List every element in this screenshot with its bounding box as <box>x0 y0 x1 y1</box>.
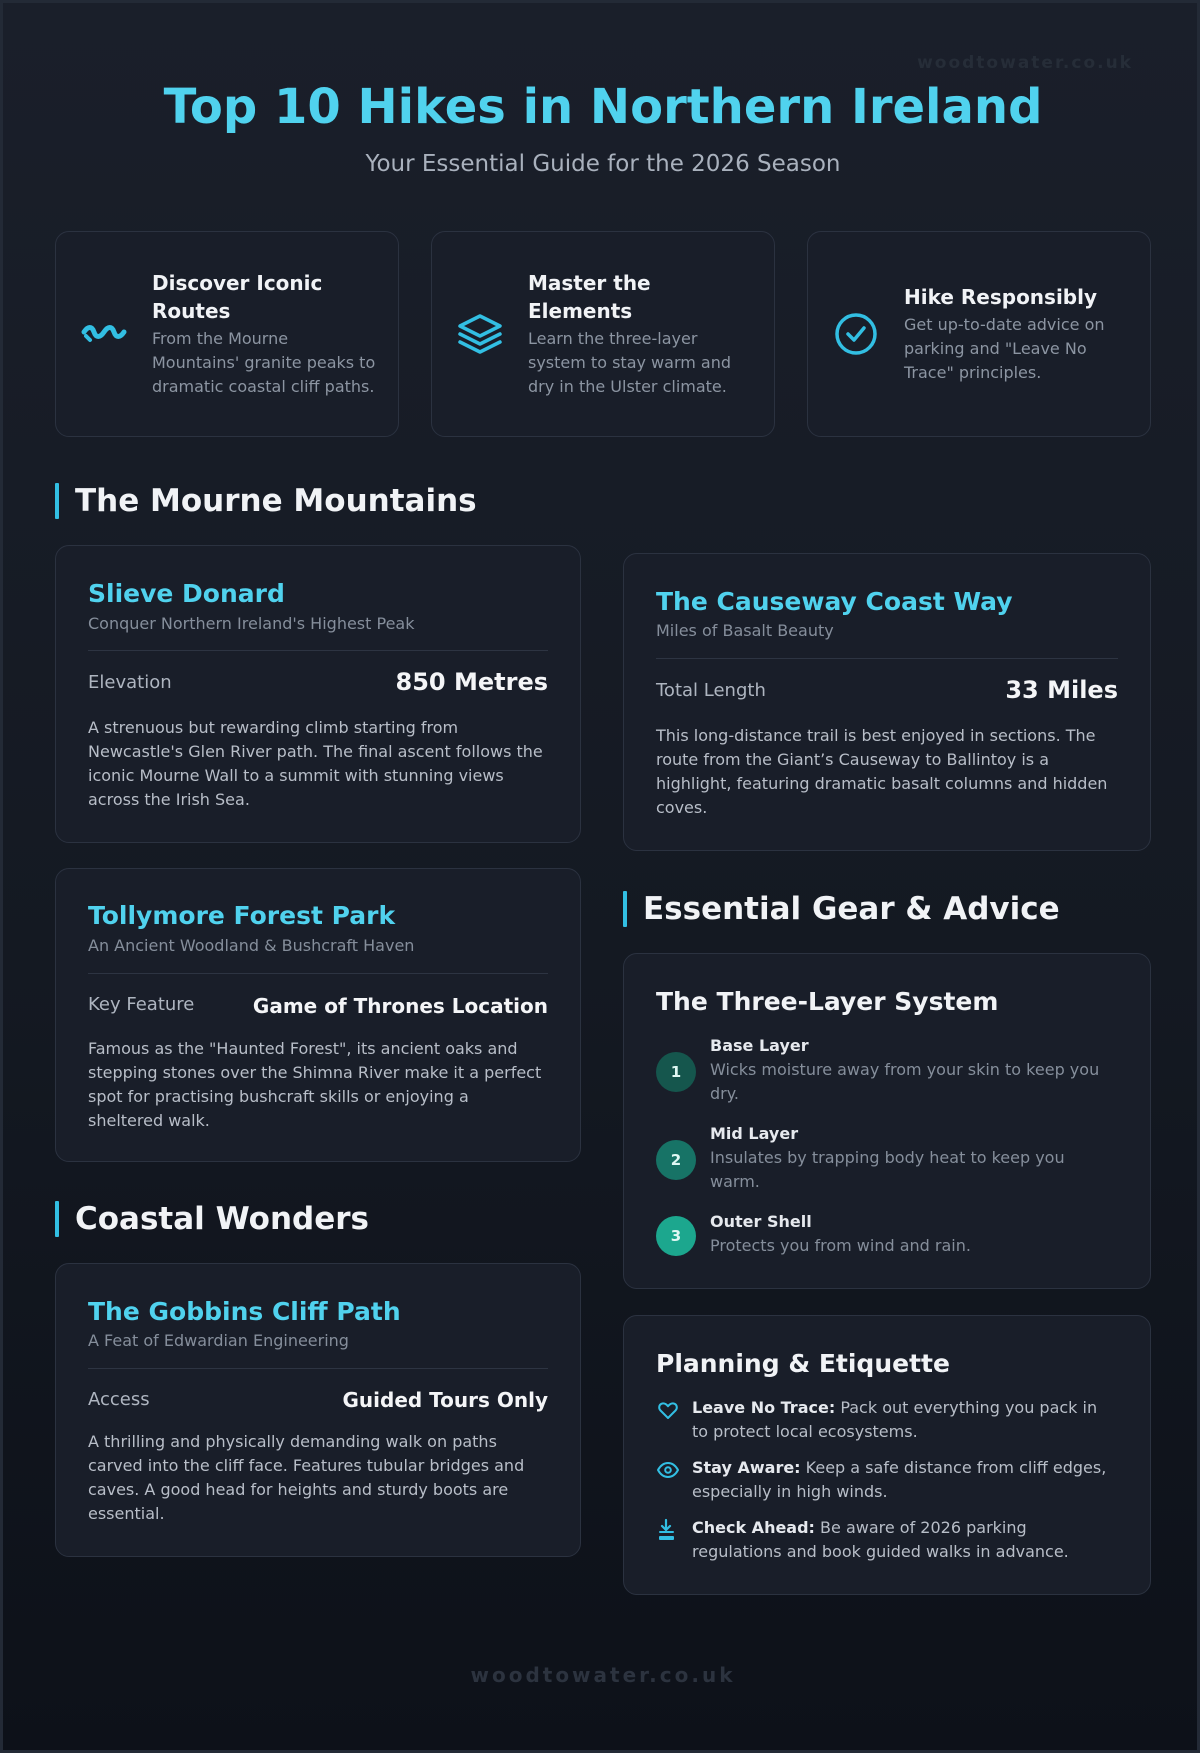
stat-value: 850 Metres <box>395 668 548 696</box>
planning-card <box>623 1315 1151 1595</box>
hike-name: Slieve Donard <box>88 579 285 608</box>
page-title: Top 10 Hikes in Northern Ireland <box>163 79 1043 135</box>
hike-tagline: A Feat of Edwardian Engineering <box>88 1331 349 1350</box>
layer-description: Insulates by trapping body heat to keep you warm. <box>710 1148 1065 1191</box>
page-subtitle: Your Essential Guide for the 2026 Season <box>365 151 841 177</box>
hike-name: The Causeway Coast Way <box>656 587 1013 616</box>
section-accent-bar <box>55 1201 59 1237</box>
tip-item <box>656 1456 1118 1504</box>
layer-item <box>656 1036 1118 1103</box>
hike-name: Tollymore Forest Park <box>88 901 396 930</box>
hike-tagline: Conquer Northern Ireland's Highest Peak <box>88 614 415 633</box>
hike-card-causeway <box>623 553 1151 851</box>
hike-card-slieve-donard <box>55 545 581 843</box>
heart-icon <box>656 1398 680 1422</box>
section-heading-gear <box>623 891 1151 927</box>
three-layer-card <box>623 953 1151 1289</box>
section-heading-coastal <box>55 1201 575 1237</box>
hike-description: Famous as the "Haunted Forest", its ancient oaks and stepping stones over the Shimna River make it a perfect spot for practising bushcraft skills or enjoying a sheltered walk. <box>88 1039 542 1130</box>
layer-number-badge: 2 <box>656 1140 696 1180</box>
tip-body: Keep a safe distance from cliff edges, especially in high winds. <box>692 1458 1107 1501</box>
wave-icon <box>80 310 128 358</box>
stat-label: Access <box>88 1389 150 1410</box>
section-title: Essential Gear & Advice <box>643 891 1060 927</box>
intro-desc: From the Mourne Mountains' granite peaks to dramatic coastal cliff paths. <box>152 329 376 396</box>
intro-title: Discover Iconic Routes <box>152 271 323 323</box>
eye-icon <box>656 1458 680 1482</box>
section-title: Coastal Wonders <box>75 1201 369 1237</box>
stat-value: 33 Miles <box>1005 676 1118 704</box>
card-title: Planning & Etiquette <box>656 1349 950 1378</box>
tip-item <box>656 1396 1118 1444</box>
layers-icon <box>456 310 504 358</box>
hike-tagline: An Ancient Woodland & Bushcraft Haven <box>88 936 415 955</box>
layer-number-badge: 3 <box>656 1216 696 1256</box>
intro-title: Hike Responsibly <box>904 285 1098 309</box>
layer-item <box>656 1124 1118 1191</box>
card-title: The Three-Layer System <box>656 987 999 1016</box>
layer-name: Mid Layer <box>710 1124 799 1143</box>
stat-label: Elevation <box>88 672 172 693</box>
divider <box>88 973 548 974</box>
tip-label: Check Ahead: <box>692 1518 815 1537</box>
layer-name: Outer Shell <box>710 1212 812 1231</box>
divider <box>88 650 548 651</box>
divider <box>656 658 1118 659</box>
tip-text <box>692 1516 1118 1564</box>
layer-item <box>656 1212 1118 1258</box>
tip-body: Pack out everything you pack in to protect local ecosystems. <box>692 1398 1098 1441</box>
tip-item <box>656 1516 1118 1564</box>
intro-desc: Get up-to-date advice on parking and "Leave No Trace" principles. <box>904 315 1105 382</box>
hike-description: A thrilling and physically demanding walk on paths carved into the cliff face. Features tubular bridges and caves. A good head for heights and sturdy boots are essential. <box>88 1432 525 1523</box>
footer-brand: woodtowater.co.uk <box>470 1663 736 1687</box>
layer-number-badge: 1 <box>656 1052 696 1092</box>
section-accent-bar <box>623 891 627 927</box>
section-accent-bar <box>55 483 59 519</box>
section-title: The Mourne Mountains <box>75 483 477 519</box>
stat-value: Game of Thrones Location <box>252 994 548 1018</box>
check-circle-icon <box>832 310 880 358</box>
tip-text <box>692 1456 1118 1504</box>
intro-desc: Learn the three-layer system to stay warm and dry in the Ulster climate. <box>528 329 732 396</box>
layer-description: Wicks moisture away from your skin to keep you dry. <box>710 1060 1100 1103</box>
watermark: woodtowater.co.uk <box>917 53 1133 73</box>
divider <box>88 1368 548 1369</box>
layer-description: Protects you from wind and rain. <box>710 1236 971 1255</box>
intro-card-responsibly <box>807 231 1151 437</box>
hike-description: This long-distance trail is best enjoyed in sections. The route from the Giant’s Causeway to Ballintoy is a highlight, featuring dramatic basalt columns and hidden coves. <box>656 726 1108 817</box>
intro-title: Master the Elements <box>528 271 651 323</box>
hike-card-gobbins <box>55 1263 581 1557</box>
section-heading-mourne <box>55 483 575 519</box>
layer-name: Base Layer <box>710 1036 809 1055</box>
stat-label: Key Feature <box>88 994 195 1015</box>
hike-name: The Gobbins Cliff Path <box>88 1297 401 1326</box>
tip-body: Be aware of 2026 parking regulations and book guided walks in advance. <box>692 1518 1069 1561</box>
stat-value: Guided Tours Only <box>342 1388 548 1412</box>
intro-card-routes <box>55 231 399 437</box>
intro-card-elements <box>431 231 775 437</box>
tip-label: Leave No Trace: <box>692 1398 836 1417</box>
tip-label: Stay Aware: <box>692 1458 801 1477</box>
tip-text <box>692 1396 1118 1444</box>
hike-tagline: Miles of Basalt Beauty <box>656 621 834 640</box>
download-icon <box>656 1518 680 1542</box>
hike-card-tollymore <box>55 868 581 1162</box>
hike-description: A strenuous but rewarding climb starting from Newcastle's Glen River path. The final ascent follows the iconic Mourne Wall to a summit with stunning views across the Irish Sea. <box>88 718 543 809</box>
stat-label: Total Length <box>656 680 766 701</box>
